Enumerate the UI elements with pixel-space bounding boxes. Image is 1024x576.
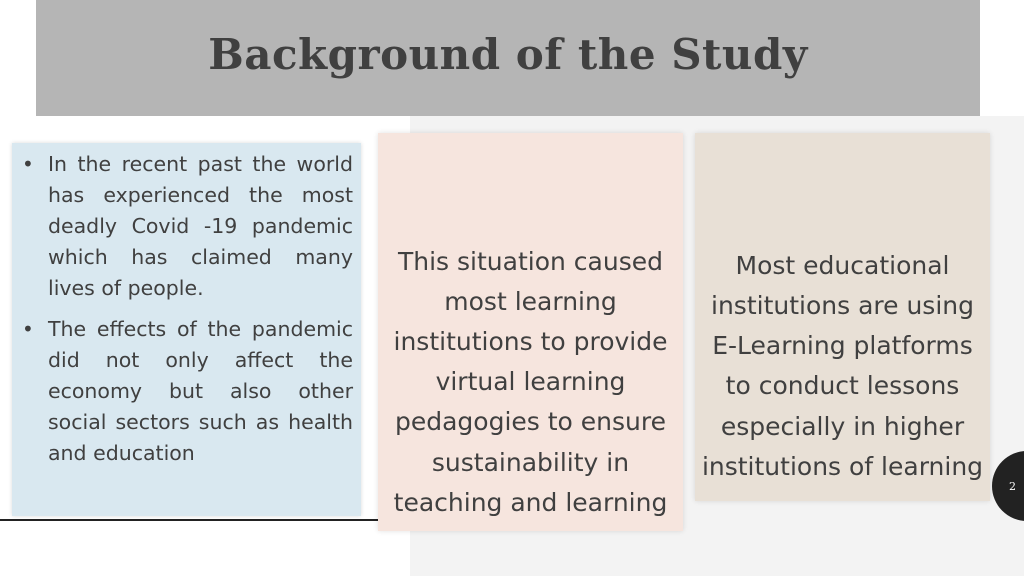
slide-title: Background of the Study bbox=[208, 29, 808, 79]
right-panel-text: Most educational institutions are using E-Learning platforms to conduct lessons especially in higher institutions of learning bbox=[701, 250, 984, 481]
left-text-panel bbox=[12, 143, 361, 516]
bullet-dot-icon: • bbox=[22, 317, 34, 341]
bullet-dot-icon: • bbox=[22, 152, 34, 176]
divider-line bbox=[0, 519, 378, 521]
bullet-item bbox=[20, 149, 353, 304]
page-number: 2 bbox=[1009, 479, 1016, 493]
middle-text-panel bbox=[378, 133, 683, 531]
middle-panel-text: This situation caused most learning institutions to provide virtual learning pedagogies to ensure sustainability in teaching and learning bbox=[393, 246, 668, 517]
title-banner bbox=[36, 0, 980, 116]
right-text-panel bbox=[695, 133, 990, 501]
bullet-text: In the recent past the world has experienced the most deadly Covid -19 pandemic which has claimed many lives of people. bbox=[48, 152, 353, 300]
bullet-text: The effects of the pandemic did not only affect the economy but also other social sectors such as health and education bbox=[48, 317, 353, 465]
bullet-list bbox=[20, 149, 353, 469]
bullet-item bbox=[20, 314, 353, 469]
